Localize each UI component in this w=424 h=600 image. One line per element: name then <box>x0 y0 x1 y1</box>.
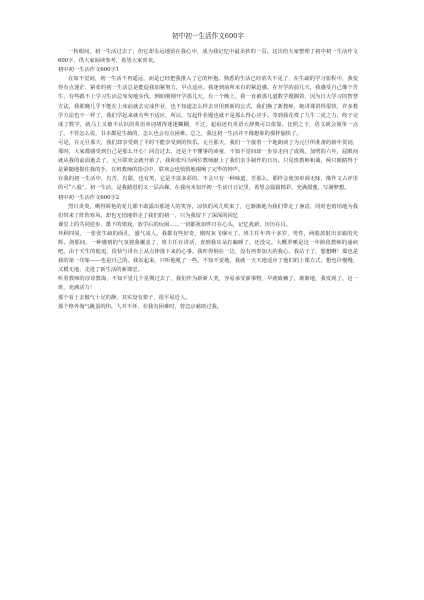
section2-paragraph-6: 那个格外淘气跳蛋的伟，人并不坏，在我有困难时，曾急京慈助过我。 <box>58 303 223 310</box>
section1-paragraph-3: 在我的初一生活中，有苦，有甜，也有笑，它是丰富多彩的，不会只有一种味道，苦那么，那样会使加单调无味，像作文占评里的可“八股”。初一生活，是我踏进的又一层高梯，在我向未知开初一生活日日记里，希望会篇篇精彩，充满甜蜜，写满梦想。 <box>58 176 358 192</box>
section1-paragraph-1: 在如不觉间，初一生活不再遥远，而是已经把我推入了它的怀抱。熟悉的生活已经消失不见了，在生疏的学习旅程中，我变得有点迷茫、紧张的初一生活总是能促我加紧努力，早点适应。我迷到前所未有的紧迫感，在开学的前几天，我感受自己像个苦生，有些跟不上学习生活总匆匆地步伐。例如刚刚开学那几天，有一个晚上，我一直被那几道数学题搁着，因为日大学习的智慧方法，我那晚几乎不能在上床前就去完成作业，也不知道怎么样去应用到新的公式，我们换了新教师，她讲课讲得很快，许多教学方法也不一样了，我们学起来就有些不适应，所以，写起作业题也就不是那么得心应手。等到我花费了九牛二虎之力，终于完成了数学，就马上又被不认识的英语单词堵得迷迷糊糊，不过，起码还有英语大辞典可以依靠。比照之下，语文就会简单一点了，不管怎么说，书本都是生疏的，怎么也会有点困难。总之，我这初一生活并不像想象的那样愉快了。 <box>58 76 358 137</box>
section1-paragraph-2: 可是，在元旦那天，我们却享受到了平时不能享受到的快乐。元旦那天，我们一个接着一个地朗读了为元旦所准备的新年贺词，那时，大家都感受到自己是那么开心！回首过去，还是个不懂事的顽童，不知不觉间却一步步走向了成熟，加劈的六年，屁眼间就从我的前面逝去了。元旦联欢会就开始了，我和张玛为两位教师献上了我们亲手制作的日历。只见班教师和蔼，两只眼睛得于是紧随地握住我的手，在班教师的指引中，联欢会也悄悄地揭响了完毕的钟声。 <box>58 139 358 174</box>
section2-paragraph-3: 坏顾四周，一张张生疏的面孔，盛气凌人。我都有些好奇，刚时灰飞烟灭了。班主任年四十多岁，男性，两眼放射出亲霸的光辉。剑那间，一种感情的气氛将我覆盖了，班主任在讲话，直到我耳朵打瞌睡了，还没完。大概罗嗦是这一年龄段教师的通病吧。由于天生的他追，很快与讲台上从点摔落下来的心事。我吓得倒在一边，没有再参加大的我心。我站于了，想想啊！那也是我的第一印象——也是自己的。我站起来，只听他吼了一些。不知不觉地，我就一天天地适应了他们的上课方式，想也许慢慢，又模无地，走进了新生活的新课堂。 <box>58 230 358 274</box>
document-title: 初中初一生活作文600字 <box>172 32 244 40</box>
section2-paragraph-2: 课堂上的共同逆步，谍下的嬉戏，放学后的玩闹……一切都犹如昨日在心头，记忆犹新，历历在目。 <box>58 221 292 228</box>
section2-paragraph-1: 烈日炎炎，晒得娇艳的花儿都不敢露出那迷人的笑容，凉快的风儿吹来了，它渐渐地为我们带走了暑意，同时也悄悄地为我们带来了阵阵寒风，却也无悄地带走了我们的初一，只为我留下了深深的回忆 <box>58 203 358 219</box>
section2-paragraph-5: 那个看上去傲气十足的静，其实没有架子，很平易近人。 <box>58 294 191 301</box>
document-page <box>58 32 358 312</box>
section2-paragraph-4: 听着教师的谆谆教诲，不知不觉几个星期过去了，我们作为新新人类，容易承受新事物，早就致赖了，渐渐地，我发现了，这一班，充满活力！ <box>58 276 358 292</box>
section2-heading: 初中初一生活作文600字2 <box>58 194 120 201</box>
intro-paragraph: 一转眼间，初一生活过去了，但它却永远地留在我心中，成为我记忆中最美妙的一页。这次给大家整理了初中初一生活作文600字，供大家阅读参考，希望大家喜欢。 <box>58 49 358 65</box>
section1-heading: 初中初一生活作文600字1 <box>58 67 120 74</box>
